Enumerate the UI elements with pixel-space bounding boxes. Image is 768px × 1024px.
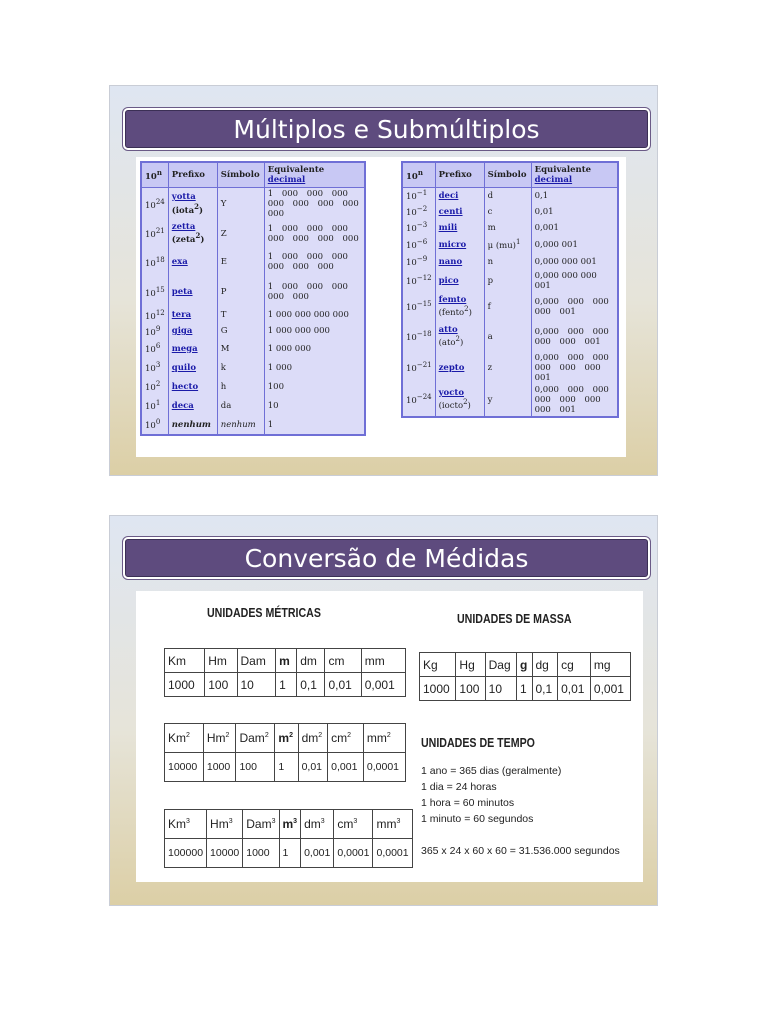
power-cell: $10^{-12}$ <box>402 270 435 292</box>
power-cell: $10^{24}$ <box>141 188 168 221</box>
header-symbol: Símbolo <box>217 162 264 188</box>
symbol-cell: c <box>484 204 531 220</box>
value-cell: 0,001 <box>361 673 405 697</box>
unit-cell: mm <box>361 649 405 673</box>
equivalent-cell: 10 <box>264 396 365 415</box>
power-cell: $10^{-24}$ <box>402 384 435 417</box>
value-cell: 1000 <box>243 839 279 868</box>
power-cell: $10^{15}$ <box>141 277 168 307</box>
metric-units-table <box>164 648 406 697</box>
metric-units-heading: UNIDADES MÉTRICAS <box>207 606 321 620</box>
header-power: 10$^n$ <box>402 162 435 188</box>
prefix-row <box>141 220 365 247</box>
equivalent-cell: 0,000 000 001 <box>531 254 618 270</box>
prefix-link[interactable]: exa <box>171 257 188 267</box>
unit-cell: Dam <box>237 649 276 673</box>
prefix-note: (iocto$^2$) <box>438 398 471 411</box>
symbol-cell: nenhum <box>217 415 264 435</box>
power-cell: $10^2$ <box>141 377 168 396</box>
prefix-cell <box>435 292 484 322</box>
value-cell: 10000 <box>165 753 204 782</box>
prefix-cell <box>435 322 484 352</box>
equivalent-cell: 1 000 000 000 000 000 <box>264 277 365 307</box>
symbol-cell: a <box>484 322 531 352</box>
value-cell: 1000 <box>420 677 456 701</box>
prefix-row <box>141 339 365 358</box>
value-row <box>420 677 631 701</box>
unit-row <box>165 649 406 673</box>
equivalent-cell: 1 <box>264 415 365 435</box>
power-cell: $10^0$ <box>141 415 168 435</box>
prefix-note: (iota$^2$) <box>171 202 204 216</box>
unit-cell: $cm^3$ <box>334 810 373 839</box>
prefix-row <box>402 352 618 384</box>
prefix-row <box>141 307 365 323</box>
value-cell: 0,01 <box>558 677 591 701</box>
prefix-link[interactable]: micro <box>438 239 467 250</box>
decimal-link[interactable]: decimal <box>534 175 573 185</box>
value-cell: 1 <box>276 673 297 697</box>
unit-cell: dm <box>297 649 325 673</box>
prefix-link[interactable]: yotta <box>171 192 196 203</box>
symbol-cell: P <box>217 277 264 307</box>
prefix-link[interactable]: hecto <box>171 381 199 392</box>
slide-title: Conversão de Médidas <box>125 539 648 577</box>
power-cell: $10^{-18}$ <box>402 322 435 352</box>
value-cell: 10000 <box>207 839 243 868</box>
symbol-cell: d <box>484 188 531 204</box>
slide-title: Múltiplos e Submúltiplos <box>125 110 648 148</box>
power-cell: $10^{-9}$ <box>402 254 435 270</box>
equivalent-cell: 0,000 000 000 000 000 000 001 <box>531 352 618 384</box>
slide-multiplos <box>109 85 658 476</box>
prefix-row <box>402 220 618 236</box>
equivalent-cell: 1 000 000 000 <box>264 323 365 339</box>
prefix-cell <box>435 384 484 417</box>
unit-cell: mg <box>590 653 630 677</box>
prefix-note: (zeta$^2$) <box>171 231 205 246</box>
equivalent-cell: 0,000 001 <box>531 236 618 254</box>
power-cell: $10^{-21}$ <box>402 352 435 384</box>
unit-cell: Hm <box>205 649 237 673</box>
prefix-link[interactable]: deca <box>171 400 194 411</box>
value-cell: 1 <box>275 753 298 782</box>
prefix-link[interactable]: zepto <box>438 362 465 373</box>
equivalent-cell: 0,01 <box>531 204 618 220</box>
value-row <box>165 839 413 868</box>
prefix-cell <box>168 220 217 247</box>
prefix-table-submultiples <box>401 161 619 418</box>
prefix-link[interactable]: quilo <box>171 362 197 373</box>
value-cell: 100 <box>456 677 485 701</box>
power-cell: $10^{12}$ <box>141 307 168 323</box>
symbol-cell: μ (mu)$^1$ <box>484 236 531 254</box>
unit-cell: $mm^2$ <box>363 724 405 753</box>
unit-cell: Km$^2$ <box>165 724 204 753</box>
prefix-row <box>402 270 618 292</box>
unit-cell: m <box>276 649 297 673</box>
unit-cell: $mm^3$ <box>373 810 412 839</box>
power-cell: $10^{-2}$ <box>402 204 435 220</box>
equivalent-cell: 1 000 000 000 000 000 000 000 000 <box>264 188 365 221</box>
time-line: 1 ano = 365 dias (geralmente) <box>421 765 562 777</box>
equivalent-cell: 1 000 000 <box>264 339 365 358</box>
prefix-cell <box>435 270 484 292</box>
equivalent-cell: 0,000 000 000 000 001 <box>531 292 618 322</box>
prefix-link[interactable]: mega <box>171 343 198 354</box>
value-row <box>165 753 406 782</box>
equivalent-cell: 0,001 <box>531 220 618 236</box>
value-cell: 1000 <box>203 753 236 782</box>
value-cell: 1 <box>517 677 533 701</box>
power-cell: $10^{21}$ <box>141 220 168 247</box>
symbol-cell: Z <box>217 220 264 247</box>
equivalent-cell: 0,000 000 000 000 000 000 000 001 <box>531 384 618 417</box>
time-line: 1 hora = 60 minutos <box>421 797 515 809</box>
prefix-cell <box>168 247 217 277</box>
unit-cell: Dam$^3$ <box>243 810 279 839</box>
unit-cell: $cm^2$ <box>328 724 364 753</box>
value-row <box>165 673 406 697</box>
unit-cell: Km$^3$ <box>165 810 207 839</box>
symbol-cell: E <box>217 247 264 277</box>
mass-units-heading: UNIDADES DE MASSA <box>457 612 572 626</box>
power-cell: $10^6$ <box>141 339 168 358</box>
value-cell: 10 <box>485 677 516 701</box>
prefix-table-multiples <box>140 161 366 436</box>
prefix-link[interactable]: femto <box>438 295 467 306</box>
unit-cell: dg <box>532 653 558 677</box>
slide-conversao <box>109 515 658 906</box>
time-line: 1 minuto = 60 segundos <box>421 813 534 825</box>
value-cell: 1000 <box>165 673 205 697</box>
prefix-row <box>402 236 618 254</box>
symbol-cell: T <box>217 307 264 323</box>
unit-cell: g <box>517 653 533 677</box>
prefix-row <box>141 396 365 415</box>
prefix-cell <box>435 188 484 204</box>
prefix-cell <box>435 236 484 254</box>
unit-cell: $dm^3$ <box>301 810 334 839</box>
prefix-link[interactable]: centi <box>438 206 463 217</box>
unit-cell: Hg <box>456 653 485 677</box>
power-cell: $10^1$ <box>141 396 168 415</box>
header-equivalent: Equivalente decimal <box>531 162 618 188</box>
equivalent-cell: 0,000 000 000 000 000 001 <box>531 322 618 352</box>
equivalent-cell: 0,1 <box>531 188 618 204</box>
unit-cell: cm <box>325 649 361 673</box>
value-cell: 1 <box>279 839 301 868</box>
prefix-link[interactable]: deci <box>438 190 459 201</box>
prefix-panel <box>136 157 626 457</box>
prefix-cell <box>168 377 217 396</box>
value-cell: 0,001 <box>301 839 334 868</box>
unit-cell: $dm^2$ <box>298 724 328 753</box>
value-cell: 100 <box>236 753 275 782</box>
symbol-cell: k <box>217 358 264 377</box>
power-cell: $10^{-3}$ <box>402 220 435 236</box>
symbol-cell: m <box>484 220 531 236</box>
prefix-row <box>141 358 365 377</box>
prefix-row <box>402 204 618 220</box>
area-units-table <box>164 723 406 782</box>
prefix-cell <box>168 396 217 415</box>
unit-cell: $m^3$ <box>279 810 301 839</box>
prefix-cell <box>168 307 217 323</box>
prefix-note: (fento$^2$) <box>438 305 472 318</box>
equivalent-cell: 100 <box>264 377 365 396</box>
unit-cell: Dam$^2$ <box>236 724 275 753</box>
prefix-link[interactable]: zetta <box>171 221 196 232</box>
header-power: 10$^n$ <box>141 162 168 188</box>
prefix-cell <box>435 254 484 270</box>
value-cell: 0,01 <box>298 753 328 782</box>
volume-units-table <box>164 809 413 868</box>
prefix-cell <box>435 220 484 236</box>
symbol-cell: f <box>484 292 531 322</box>
prefix-cell <box>168 358 217 377</box>
mass-units-table <box>419 652 631 701</box>
equivalent-cell: 0,000 000 000 001 <box>531 270 618 292</box>
equivalent-cell: 1 000 000 000 000 000 000 000 <box>264 220 365 247</box>
prefix-row <box>402 188 618 204</box>
value-cell: 100000 <box>165 839 207 868</box>
prefix-cell <box>435 204 484 220</box>
unit-cell: Km <box>165 649 205 673</box>
time-line: 1 dia = 24 horas <box>421 781 497 793</box>
unit-cell: Hm$^2$ <box>203 724 236 753</box>
prefix-row <box>141 277 365 307</box>
prefix-link[interactable]: tera <box>171 310 192 320</box>
header-equivalent: Equivalente decimal <box>264 162 365 188</box>
unit-cell: Dag <box>485 653 516 677</box>
value-cell: 0,01 <box>325 673 361 697</box>
unit-row <box>165 724 406 753</box>
prefix-link[interactable]: pico <box>438 275 459 286</box>
prefix-link[interactable]: mili <box>438 222 458 233</box>
symbol-cell: z <box>484 352 531 384</box>
prefix-cell <box>168 339 217 358</box>
equivalent-cell: 1 000 <box>264 358 365 377</box>
prefix-row <box>141 323 365 339</box>
prefix-row <box>402 292 618 322</box>
unit-cell: Kg <box>420 653 456 677</box>
symbol-cell: Y <box>217 188 264 221</box>
time-units-heading: UNIDADES DE TEMPO <box>421 736 535 750</box>
prefix-row <box>402 322 618 352</box>
header-symbol: Símbolo <box>484 162 531 188</box>
prefix-link[interactable]: atto <box>438 325 458 336</box>
prefix-cell: nenhum <box>168 415 217 435</box>
prefix-note: (ato$^2$) <box>438 335 464 348</box>
symbol-cell: p <box>484 270 531 292</box>
unit-row <box>420 653 631 677</box>
equivalent-cell: 1 000 000 000 000 <box>264 307 365 323</box>
prefix-row <box>141 377 365 396</box>
unit-cell: Hm$^3$ <box>207 810 243 839</box>
value-cell: 0,0001 <box>334 839 373 868</box>
symbol-cell: n <box>484 254 531 270</box>
conversion-panel <box>136 591 643 882</box>
equivalent-cell: 1 000 000 000 000 000 000 <box>264 247 365 277</box>
value-cell: 100 <box>205 673 237 697</box>
prefix-row <box>141 247 365 277</box>
value-cell: 0,0001 <box>373 839 412 868</box>
prefix-row <box>141 415 365 435</box>
unit-row <box>165 810 413 839</box>
time-total: 365 x 24 x 60 x 60 = 31.536.000 segundos <box>421 845 620 857</box>
prefix-row <box>141 188 365 221</box>
value-cell: 0,1 <box>297 673 325 697</box>
value-cell: 10 <box>237 673 276 697</box>
prefix-cell <box>435 352 484 384</box>
unit-cell: $m^2$ <box>275 724 298 753</box>
unit-cell: cg <box>558 653 591 677</box>
power-cell: $10^{-6}$ <box>402 236 435 254</box>
symbol-cell: y <box>484 384 531 417</box>
prefix-row <box>402 254 618 270</box>
prefix-link[interactable]: yocto <box>438 388 464 399</box>
decimal-link[interactable]: decimal <box>267 175 306 185</box>
prefix-row <box>402 384 618 417</box>
prefix-cell <box>168 323 217 339</box>
prefix-cell <box>168 277 217 307</box>
header-prefix: Prefixo <box>435 162 484 188</box>
prefix-link[interactable]: peta <box>171 287 193 297</box>
power-cell: $10^{-1}$ <box>402 188 435 204</box>
symbol-cell: G <box>217 323 264 339</box>
power-cell: $10^9$ <box>141 323 168 339</box>
value-cell: 0,1 <box>532 677 558 701</box>
symbol-cell: da <box>217 396 264 415</box>
power-cell: $10^3$ <box>141 358 168 377</box>
header-prefix: Prefixo <box>168 162 217 188</box>
value-cell: 0,001 <box>328 753 364 782</box>
symbol-cell: M <box>217 339 264 358</box>
prefix-link[interactable]: nano <box>438 256 463 267</box>
symbol-cell: h <box>217 377 264 396</box>
prefix-cell <box>168 188 217 221</box>
value-cell: 0,001 <box>590 677 630 701</box>
power-cell: $10^{18}$ <box>141 247 168 277</box>
power-cell: $10^{-15}$ <box>402 292 435 322</box>
value-cell: 0,0001 <box>363 753 405 782</box>
prefix-link[interactable]: giga <box>171 326 193 336</box>
